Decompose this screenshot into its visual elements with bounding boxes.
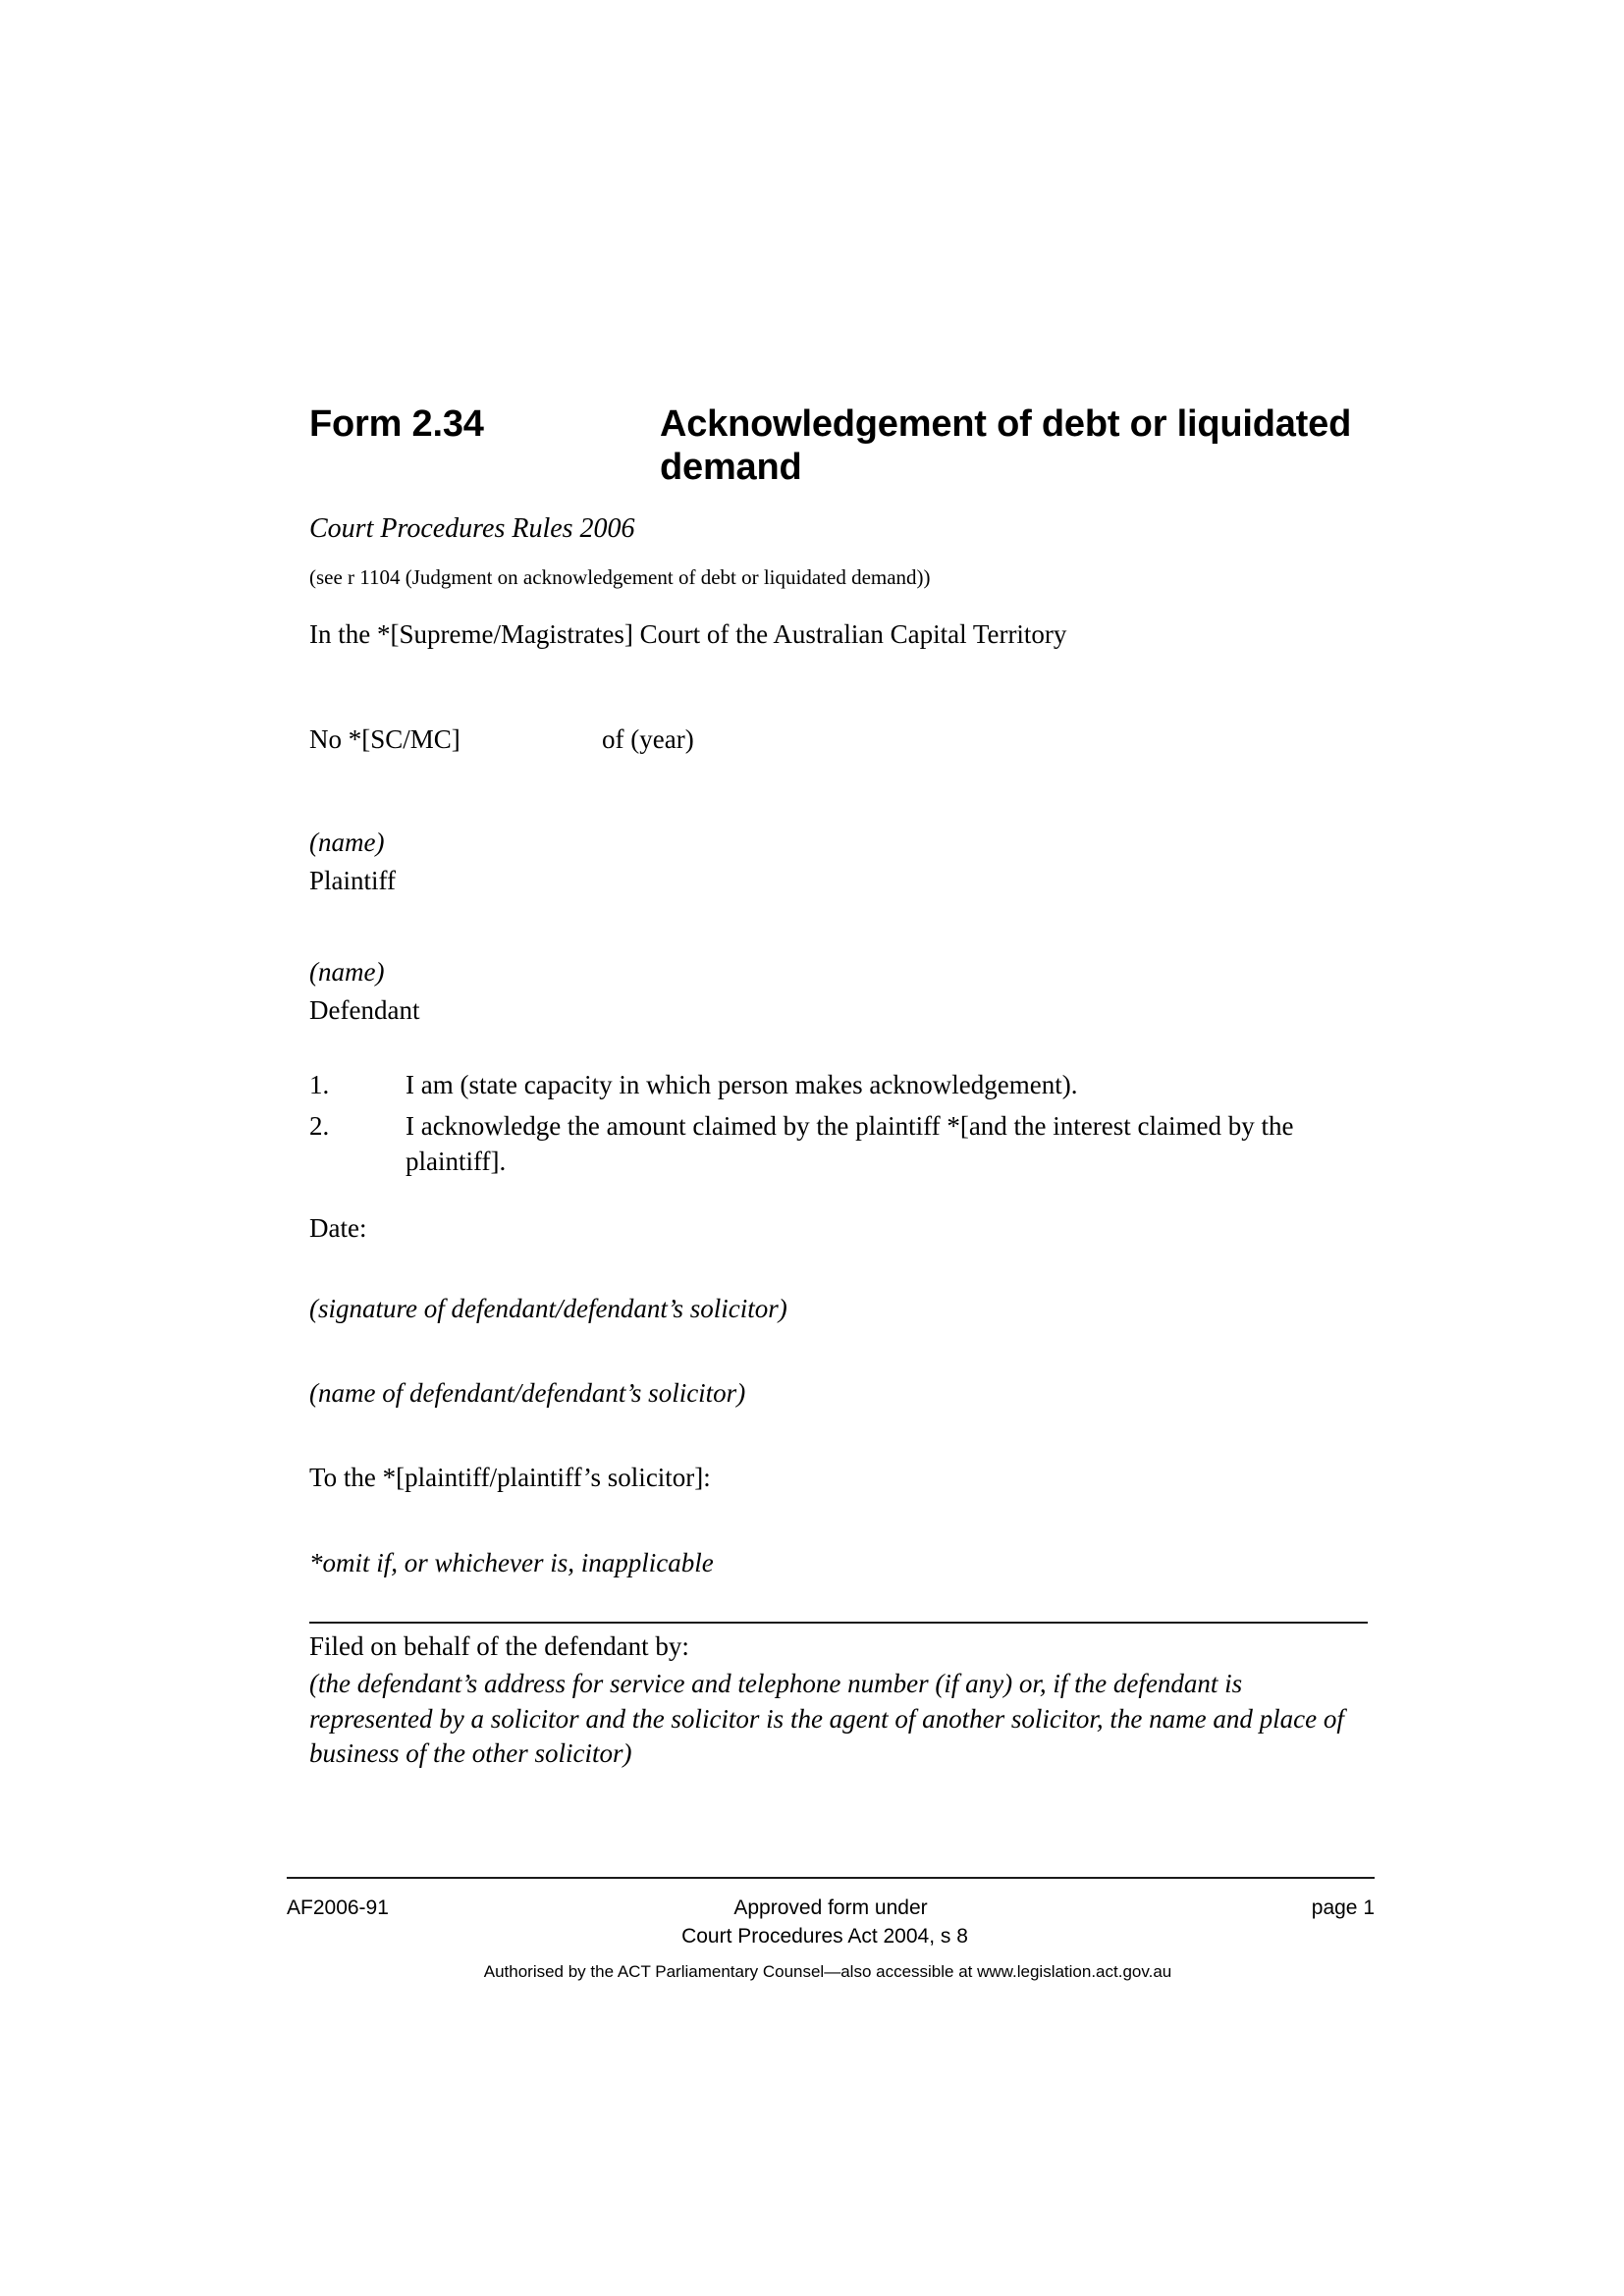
date-label: Date: — [309, 1213, 367, 1244]
form-title: Acknowledgement of debt or liquidated demand — [660, 403, 1352, 489]
list-item-text: I am (state capacity in which person makes acknowledgement). — [406, 1069, 1078, 1099]
plaintiff-name-placeholder: (name) — [309, 828, 385, 858]
court-line: In the *[Supreme/Magistrates] Court of the Australian Capital Territory — [309, 619, 1067, 649]
solicitor-name-placeholder: (name of defendant/defendant’s solicitor) — [309, 1377, 746, 1408]
filed-note: (the defendant’s address for service and telephone number (if any) or, if the defendant is represented by a solicitor and the solicitor is the agent of another solicitor, the name and place of business of the other solicitor) — [309, 1669, 1344, 1769]
defendant-name-placeholder: (name) — [309, 957, 385, 988]
footer-top-row — [287, 1896, 1375, 1920]
case-year-label: of (year) — [602, 724, 694, 755]
footer-approved-line-1: Approved form under — [733, 1896, 928, 1919]
to-line: To the *[plaintiff/plaintiff’s solicitor]: — [309, 1462, 711, 1492]
footer-divider — [287, 1877, 1375, 1879]
defendant-block — [309, 955, 1375, 1028]
document-content — [309, 402, 1375, 1772]
rules-reference: (see r 1104 (Judgment on acknowledgement of debt or liquidated demand)) — [309, 564, 931, 589]
defendant-role: Defendant — [309, 995, 420, 1026]
list-item-number: 1. — [309, 1069, 330, 1099]
page-footer — [287, 1877, 1375, 1982]
plaintiff-block — [309, 826, 1375, 898]
footer-page-label: page 1 — [1311, 1896, 1375, 1919]
case-number-label: No *[SC/MC] — [309, 724, 460, 755]
filed-on-behalf-box — [309, 1622, 1368, 1772]
plaintiff-role: Plaintiff — [309, 866, 397, 896]
list-item-number: 2. — [309, 1111, 330, 1142]
form-heading — [309, 402, 1375, 489]
case-number-line — [309, 722, 1375, 757]
filed-heading: Filed on behalf of the defendant by: — [309, 1630, 689, 1661]
numbered-list — [309, 1068, 1375, 1180]
list-item-text: I acknowledge the amount claimed by the plaintiff *[and the interest claimed by the plaintiff]. — [406, 1111, 1294, 1176]
footer-approved-line-2: Court Procedures Act 2004, s 8 — [681, 1925, 968, 1948]
footer-authorisation: Authorised by the ACT Parliamentary Counsel—also accessible at www.legislation.act.gov.au — [483, 1962, 1172, 1981]
omit-note: *omit if, or whichever is, inapplicable — [309, 1547, 714, 1577]
rules-title: Court Procedures Rules 2006 — [309, 513, 635, 545]
footer-form-id: AF2006-91 — [287, 1896, 389, 1919]
list-item — [309, 1068, 1375, 1103]
signature-placeholder: (signature of defendant/defendant’s solicitor) — [309, 1293, 787, 1323]
form-number: Form 2.34 — [309, 403, 484, 445]
list-item — [309, 1109, 1375, 1179]
